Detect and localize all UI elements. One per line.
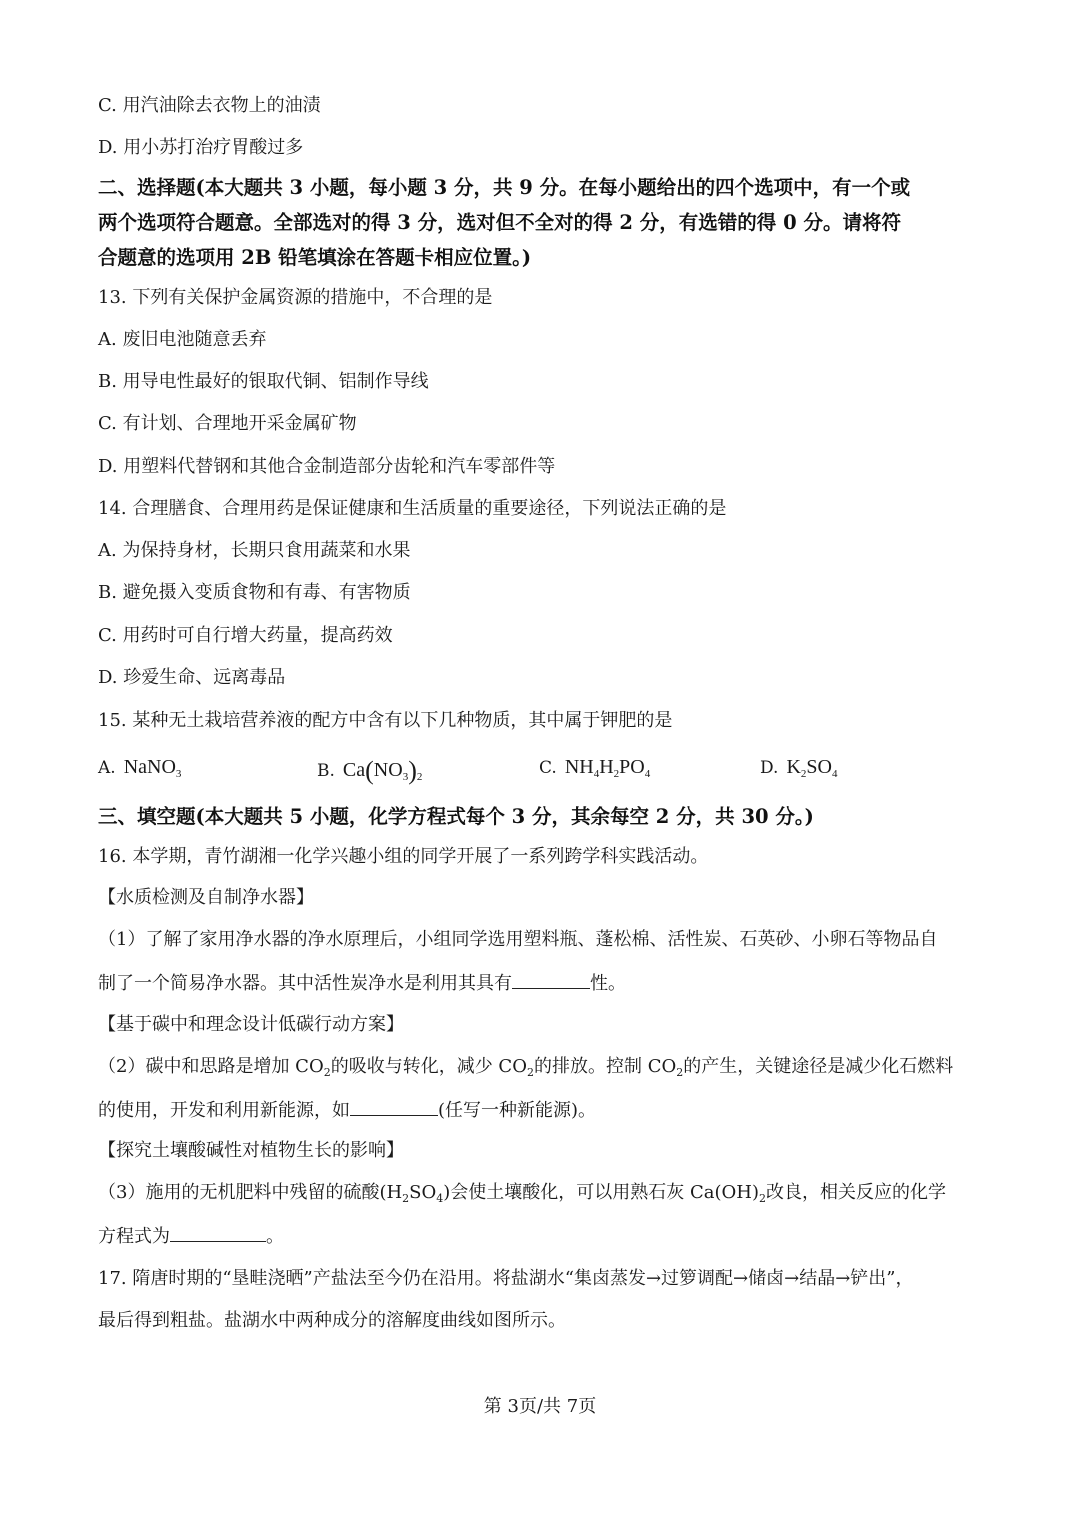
section-2-heading-line-3: 合题意的选项用 2B 铅笔填涂在答题卡相应位置。): [98, 246, 532, 269]
q16-part1-line2: 制了一个简易净水器。其中活性炭净水是利用其具有 性。: [98, 970, 626, 996]
q14-stem: 14. 合理膳食、合理用药是保证健康和生活质量的重要途径，下列说法正确的是: [98, 498, 727, 519]
q16-part3-line2: 方程式为 。: [98, 1223, 284, 1249]
q14-option-b: B. 避免摄入变质食物和有毒、有害物质: [98, 582, 411, 603]
q13-option-b: B. 用导电性最好的银取代铜、铝制作导线: [98, 371, 429, 392]
q16-part1-line1: （1）了解了家用净水器的净水原理后，小组同学选用塑料瓶、蓬松棉、活性炭、石英砂、小卵石等物品自: [98, 929, 938, 950]
q16-part2-line2: 的使用，开发和利用新能源，如 (任写一种新能源)。: [98, 1097, 596, 1123]
formula-nano3: NaNO$_3$: [123, 756, 182, 780]
option-label: B.: [317, 761, 335, 781]
q12-option-c: C. 用汽油除去衣物上的油渍: [98, 95, 321, 116]
q15-option-b: [317, 756, 422, 786]
q15-stem: 15. 某种无土栽培营养液的配方中含有以下几种物质，其中属于钾肥的是: [98, 710, 673, 731]
q16-heading-water: 【水质检测及自制净水器】: [98, 887, 314, 908]
q17-line1: 17. 隋唐时期的“垦畦浇晒”产盐法至今仍在沿用。将盐湖水“集卤蒸发→过箩调配→储卤→结晶→铲出”，: [98, 1268, 914, 1289]
q16-part3-line1: （3）施用的无机肥料中残留的硫酸$(H_2SO_4)$会使土壤酸化，可以用熟石灰 $Ca(OH)_2$改良，相关反应的化学: [98, 1182, 947, 1205]
section-2-heading-line-2: 两个选项符合题意。全部选对的得 3 分，选对但不全对的得 2 分，有选错的得 0 分。请将符: [98, 211, 901, 234]
formula-ca-no3-2: $Ca(NO_3)_2$: [342, 756, 423, 785]
formula-k2so4: $K_2SO_4$: [786, 756, 838, 780]
q17-line2: 最后得到粗盐。盐湖水中两种成分的溶解度曲线如图所示。: [98, 1310, 566, 1331]
formula-nh4h2po4: $NH_4H_2PO_4$: [564, 756, 651, 780]
answer-blank[interactable]: [170, 1223, 266, 1242]
q16-heading-soil: 【探究土壤酸碱性对植物生长的影响】: [98, 1140, 404, 1161]
q16-stem: 16. 本学期，青竹湖湘一化学兴趣小组的同学开展了一系列跨学科实践活动。: [98, 846, 709, 867]
q15-option-d: [760, 756, 837, 779]
q12-option-d: D. 用小苏打治疗胃酸过多: [98, 137, 304, 158]
q14-option-a: A. 为保持身材，长期只食用蔬菜和水果: [98, 540, 411, 561]
q15-option-c: [539, 756, 650, 779]
q13-option-d: D. 用塑料代替钢和其他合金制造部分齿轮和汽车零部件等: [98, 456, 556, 477]
q16-heading-carbon: 【基于碳中和理念设计低碳行动方案】: [98, 1014, 404, 1035]
q13-option-c: C. 有计划、合理地开采金属矿物: [98, 413, 357, 434]
q13-option-a: A. 废旧电池随意丢弃: [98, 329, 267, 350]
q15-option-a: [98, 756, 181, 779]
q16-part2-line1: （2）碳中和思路是增加 $CO_2$的吸收与转化，减少 $CO_2$的排放。控制 $CO_2$的产生，关键途径是减少化石燃料: [98, 1056, 954, 1079]
answer-blank[interactable]: [512, 970, 590, 989]
q14-option-c: C. 用药时可自行增大药量，提高药效: [98, 625, 393, 646]
option-label: D.: [760, 758, 779, 778]
page-footer: 第 3页/共 7页: [483, 1396, 597, 1417]
section-2-heading-line-1: 二、选择题(本大题共 3 小题，每小题 3 分，共 9 分。在每小题给出的四个选项中，有一个或: [98, 176, 911, 199]
answer-blank[interactable]: [350, 1097, 438, 1116]
section-3-heading: 三、填空题(本大题共 5 小题，化学方程式每个 3 分，其余每空 2 分，共 30 分。): [98, 805, 814, 828]
q13-stem: 13. 下列有关保护金属资源的措施中，不合理的是: [98, 287, 493, 308]
option-label: A.: [98, 758, 116, 778]
option-label: C.: [539, 758, 557, 778]
q14-option-d: D. 珍爱生命、远离毒品: [98, 667, 286, 688]
